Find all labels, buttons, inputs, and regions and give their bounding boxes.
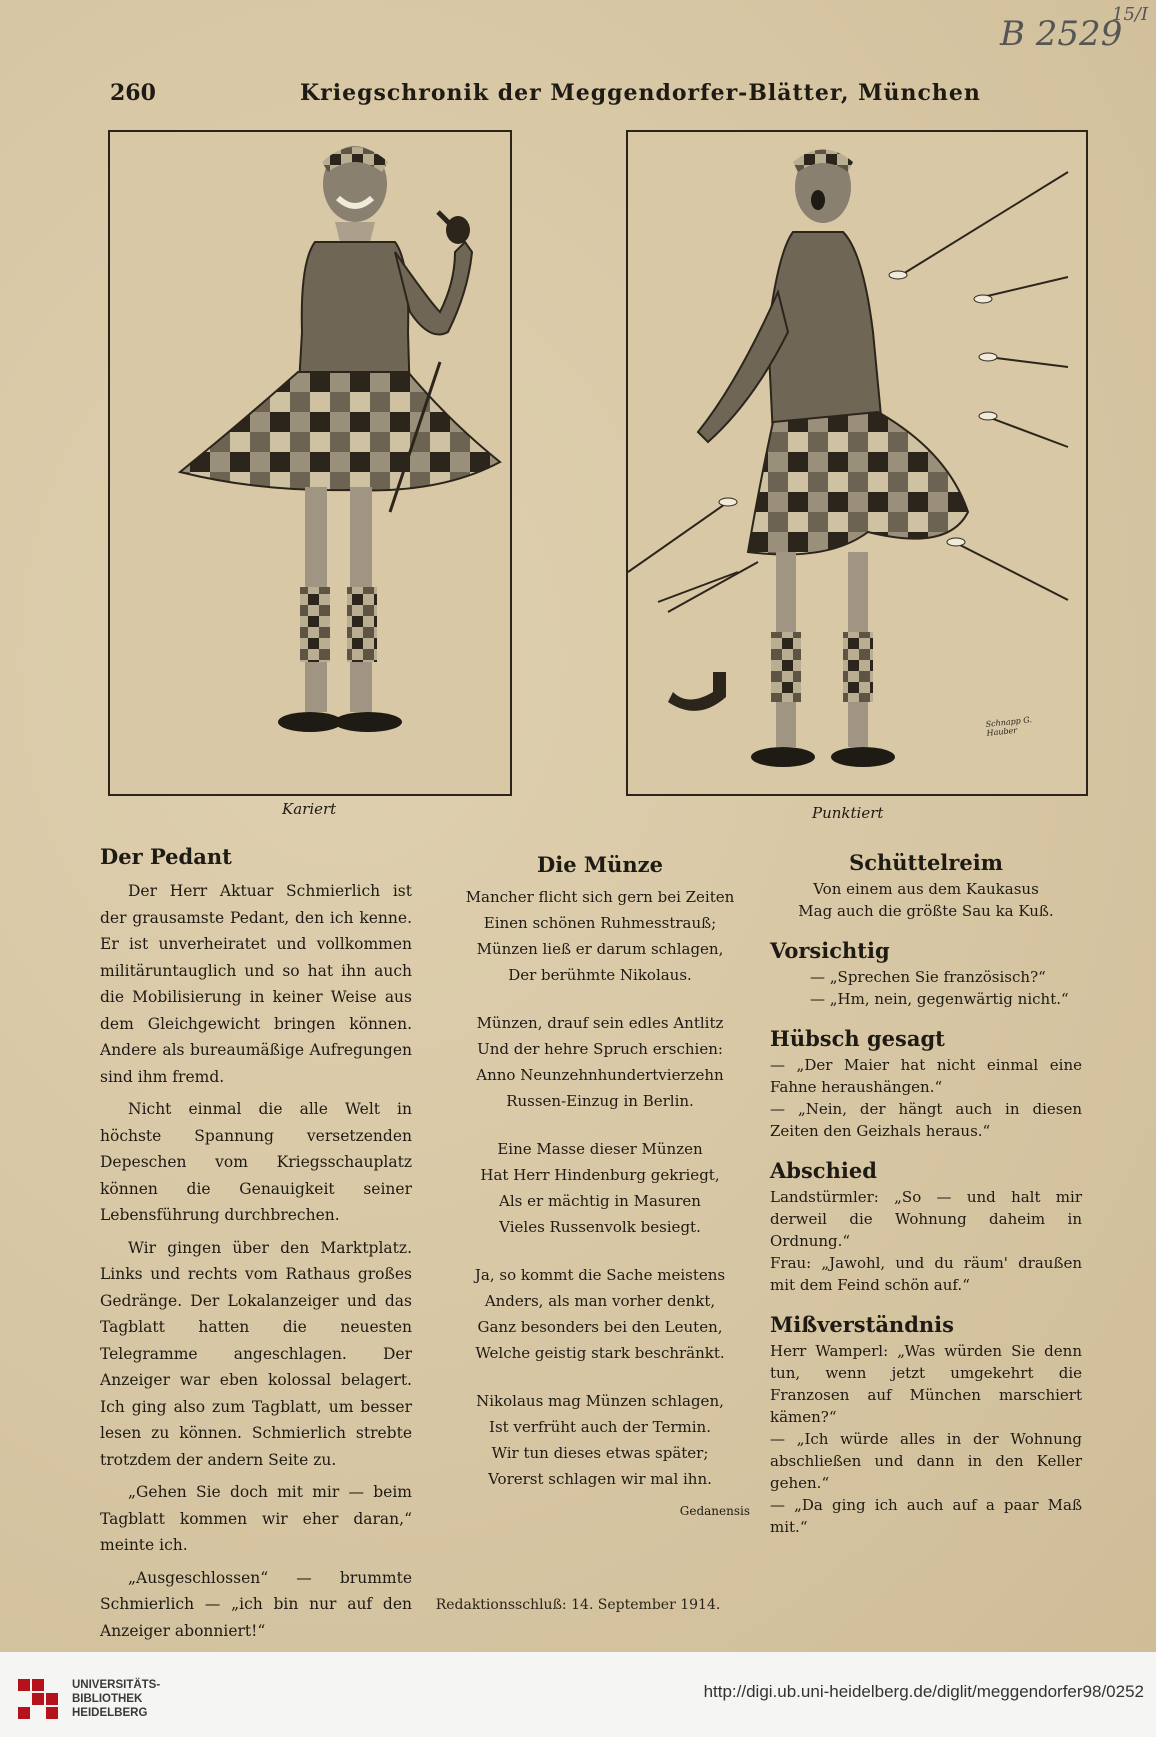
illustration-punktiert (626, 130, 1088, 796)
verse-line: Eine Masse dieser Münzen (497, 1140, 703, 1158)
muenze-stanza-2 (450, 1010, 750, 1114)
heading-die-muenze: Die Münze (537, 852, 663, 877)
muenze-stanza-5 (450, 1388, 750, 1492)
muenze-stanza-1 (450, 884, 750, 988)
shelfmark-handwritten: B 2529 (1000, 14, 1123, 54)
university-library-logo-icon[interactable] (16, 1677, 60, 1721)
verse-line: Anno Neunzehnhundertvierzehn (476, 1066, 724, 1084)
missverstaendnis-line: Herr Wamperl: „Was würden Sie denn tun, wenn jetzt umgekehrt die Franzosen auf München marschiert kämen?“ (770, 1342, 1082, 1426)
digitization-url-link[interactable]: http://digi.ub.uni-heidelberg.de/diglit/meggendorfer98/0252 (703, 1682, 1144, 1701)
heading-missverstaendnis: Mißverständnis (770, 1312, 954, 1337)
fraction-handwritten: 15/I (1112, 4, 1149, 25)
verse-line: Ist verfrüht auch der Termin. (489, 1418, 711, 1436)
verse-line: Einen schönen Ruhmesstrauß; (483, 914, 717, 932)
library-footer-bar (0, 1652, 1156, 1737)
kariert-drawing (110, 132, 510, 794)
artist-signature: Schnapp G. Hauber (985, 715, 1033, 738)
verse-line: Russen-Einzug in Berlin. (506, 1092, 694, 1110)
verse-line: Ganz besonders bei den Leuten, (477, 1318, 723, 1336)
column-der-pedant (100, 842, 412, 1644)
muenze-stanza-4 (450, 1262, 750, 1366)
muenze-stanza-3 (450, 1136, 750, 1240)
missverstaendnis-line: — „Ich würde alles in der Wohnung abschließen und dann in den Keller gehen.“ (770, 1430, 1082, 1492)
vorsichtig-line: — „Sprechen Sie französisch?“ (810, 968, 1046, 986)
schuettelreim-line: Von einem aus dem Kaukasus (813, 880, 1039, 898)
abschied-line: Frau: „Jawohl, und du räum' draußen mit dem Feind schön auf.“ (770, 1254, 1082, 1294)
verse-line: Münzen, drauf sein edles Antlitz (476, 1014, 724, 1032)
page-number: 260 (110, 80, 156, 106)
column-die-muenze (450, 850, 750, 1525)
verse-line: Münzen ließ er darum schlagen, (476, 940, 724, 958)
pedant-paragraph-2: Nicht einmal die alle Welt in höchste Spannung versetzenden Depeschen vom Kriegsschauplatz können die Genauigkeit seiner Lebensführung durchbrechen. (100, 1100, 412, 1224)
footer-redaktionsschluss: Redaktionsschluß: 14. September 1914. (435, 1597, 721, 1613)
huebsch-line: — „Der Maier hat nicht einmal eine Fahne heraushängen.“ (770, 1056, 1082, 1096)
pedant-paragraph-5: „Ausgeschlossen“ — brummte Schmierlich — „ich bin nur auf den Anzeiger abonniert!“ (100, 1568, 412, 1640)
verse-line: Vorerst schlagen wir mal ihn. (488, 1470, 712, 1488)
verse-line: Vieles Russenvolk besiegt. (499, 1218, 701, 1236)
library-name[interactable] (72, 1678, 160, 1720)
verse-line: Welche geistig stark beschränkt. (475, 1344, 725, 1362)
heading-huebsch-gesagt: Hübsch gesagt (770, 1026, 945, 1051)
verse-line: Ja, so kommt die Sache meistens (474, 1266, 726, 1284)
verse-line: Als er mächtig in Masuren (499, 1192, 701, 1210)
author-signature: Gedanensis (679, 1504, 750, 1518)
library-name-line: HEIDELBERG (72, 1707, 148, 1719)
missverstaendnis-line: — „Da ging ich auch auf a paar Maß mit.“ (770, 1496, 1082, 1536)
column-short-pieces (770, 848, 1082, 1538)
caption-kariert: Kariert (282, 800, 337, 818)
huebsch-line: — „Nein, der hängt auch in diesen Zeiten den Geizhals heraus.“ (770, 1100, 1082, 1140)
heading-vorsichtig: Vorsichtig (770, 938, 890, 963)
library-name-line: BIBLIOTHEK (72, 1693, 143, 1705)
verse-line: Anders, als man vorher denkt, (484, 1292, 716, 1310)
caption-punktiert: Punktiert (812, 804, 884, 822)
heading-abschied: Abschied (770, 1158, 877, 1183)
punktiert-drawing (628, 132, 1086, 794)
schuettelreim-line: Mag auch die größte Sau ka Kuß. (798, 902, 1054, 920)
pedant-paragraph-3: Wir gingen über den Marktplatz. Links und rechts vom Rathaus großes Gedränge. Der Lokalanzeiger und das Tagblatt hatten die neuesten Telegramme angeschlagen. Der Anzeiger war eben kolossal belagert. Ich ging also zum Tagblatt, um besser lesen zu können. Schmierlich strebte trotzdem der andern Seite zu. (100, 1238, 412, 1469)
verse-line: Der berühmte Nikolaus. (508, 966, 692, 984)
verse-line: Mancher flicht sich gern bei Zeiten (465, 888, 735, 906)
verse-line: Nikolaus mag Münzen schlagen, (476, 1392, 724, 1410)
abschied-line: Landstürmler: „So — und halt mir derweil die Wohnung daheim in Ordnung.“ (770, 1188, 1082, 1250)
pedant-paragraph-4: „Gehen Sie doch mit mir — beim Tagblatt kommen wir eher daran,“ meinte ich. (100, 1483, 412, 1554)
running-header: Kriegschronik der Meggendorfer-Blätter, München (300, 80, 981, 106)
verse-line: Und der hehre Spruch erschien: (477, 1040, 723, 1058)
pedant-paragraph-1: Der Herr Aktuar Schmierlich ist der grausamste Pedant, den ich kenne. Er ist unverheiratet und vollkommen militäruntauglich und so hat ihn auch die Mobilisierung in keiner Weise aus dem Gleichgewicht bringen können. Andere als bureaumäßige Aufregungen sind ihm fremd. (100, 882, 412, 1086)
verse-line: Wir tun dieses etwas später; (491, 1444, 709, 1462)
heading-der-pedant: Der Pedant (100, 844, 232, 869)
illustration-kariert (108, 130, 512, 796)
heading-schuettelreim: Schüttelreim (849, 850, 1003, 875)
vorsichtig-line: — „Hm, nein, gegenwärtig nicht.“ (810, 990, 1069, 1008)
verse-line: Hat Herr Hindenburg gekriegt, (480, 1166, 720, 1184)
library-name-line: UNIVERSITÄTS- (72, 1679, 161, 1691)
